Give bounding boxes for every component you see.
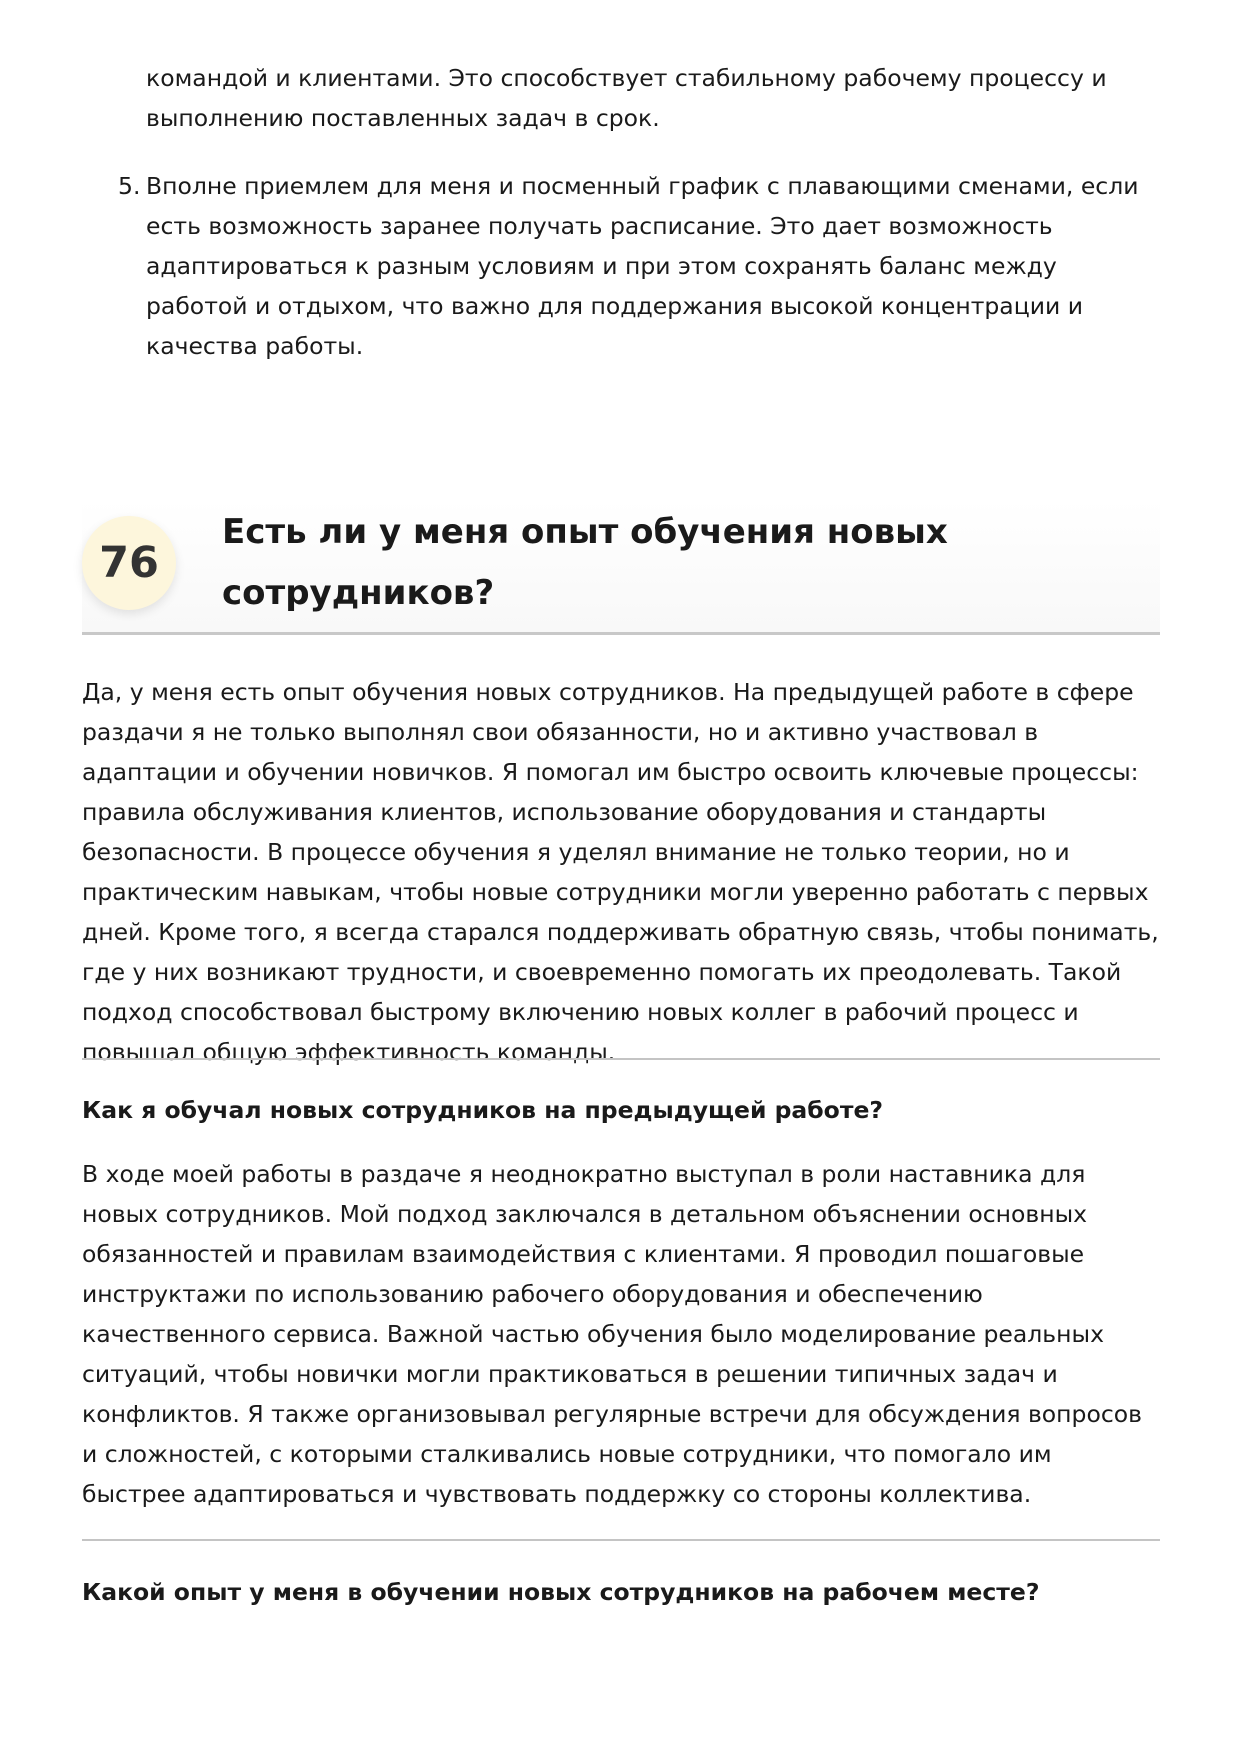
divider [82, 1058, 1160, 1060]
subquestion-title: Как я обучал новых сотрудников на предыдущей работе? [82, 1096, 884, 1124]
divider [82, 1539, 1160, 1541]
subquestion-title: Какой опыт у меня в обучении новых сотрудников на рабочем месте? [82, 1578, 1040, 1606]
question-title: Есть ли у меня опыт обучения новых сотрудников? [222, 512, 948, 613]
list-item [118, 166, 1156, 366]
list-item-continuation: командой и клиентами. Это способствует стабильному рабочему процессу и выполнению поставленных задач в срок. [146, 64, 1107, 132]
list-item-number: 5. [118, 172, 141, 200]
question-answer: Да, у меня есть опыт обучения новых сотрудников. На предыдущей работе в сфере раздачи я не только выполнял свои обязанности, но и активно участвовал в адаптации и обучении новичков. Я помогал им быстро освоить ключевые процессы: правила обслуживания клиентов, использование оборудования и стандарты безопасности. В процессе обучения я уделял внимание не только теории, но и практическим навыкам, чтобы новые сотрудники могли уверенно работать с первых дней. Кроме того, я всегда старался поддерживать обратную связь, чтобы понимать, где у них возникают трудности, и своевременно помогать их преодолевать. Такой подход способствовал быстрому включению новых коллег в рабочий процесс и повышал общую эффективность команды. [82, 678, 1159, 1066]
list-item-text: Вполне приемлем для меня и посменный график с плавающими сменами, если есть возможность заранее получать расписание. Это дает возможность адаптироваться к разным условиям и при этом сохранять баланс между работой и отдыхом, что важно для поддержания высокой концентрации и качества работы. [146, 172, 1139, 360]
question-header [82, 500, 1160, 635]
question-number-badge: 76 [82, 516, 176, 610]
subquestion-answer: В ходе моей работы в раздаче я неоднократно выступал в роли наставника для новых сотрудников. Мой подход заключался в детальном объяснении основных обязанностей и правилам взаимодействия с клиентами. Я проводил пошаговые инструктажи по использованию рабочего оборудования и обеспечению качественного сервиса. Важной частью обучения было моделирование реальных ситуаций, чтобы новички могли практиковаться в решении типичных задач и конфликтов. Я также организовывал регулярные встречи для обсуждения вопросов и сложностей, с которыми сталкивались новые сотрудники, что помогало им быстрее адаптироваться и чувствовать поддержку со стороны коллектива. [82, 1160, 1142, 1508]
